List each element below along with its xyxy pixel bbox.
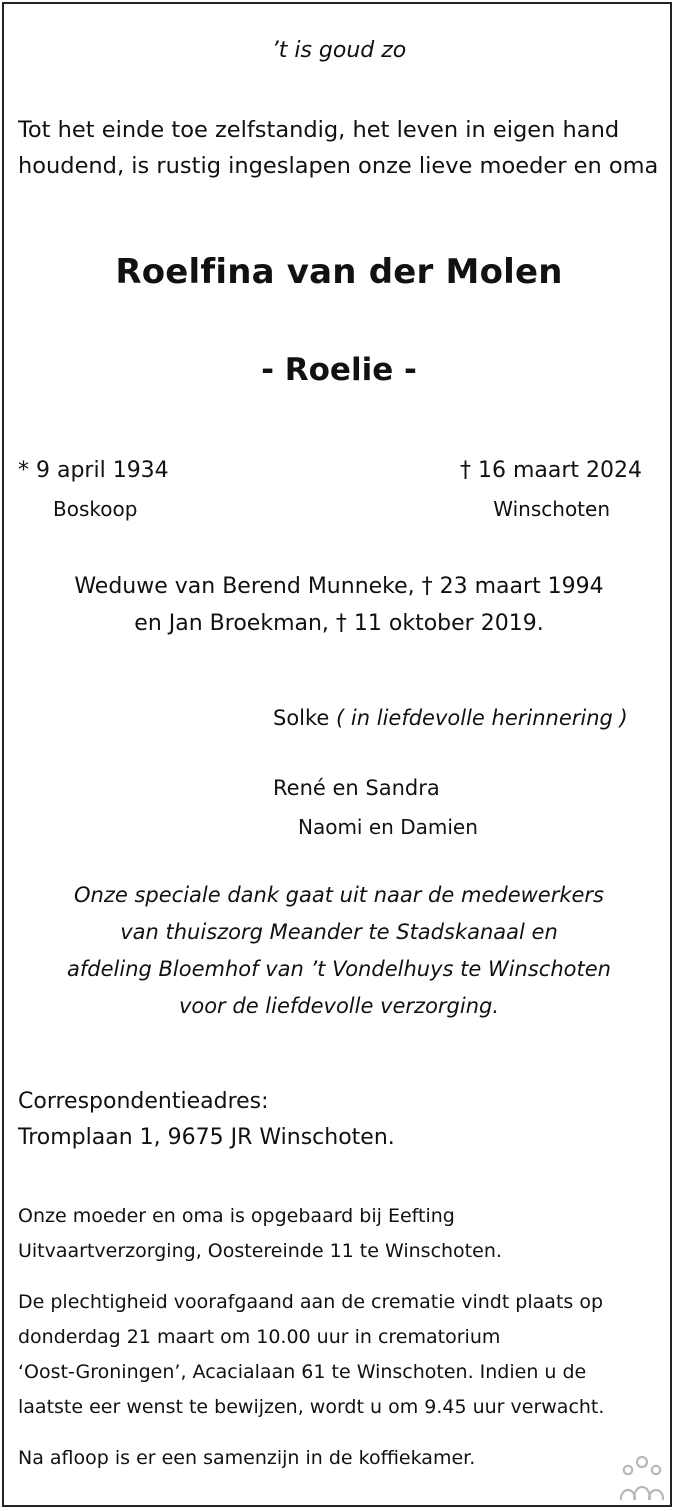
family-member-2-children: Naomi en Damien bbox=[298, 815, 478, 839]
deceased-name: Roelfina van der Molen bbox=[115, 252, 563, 292]
death-place: Winschoten bbox=[493, 497, 610, 521]
info-p2-line-1: De plechtigheid voorafgaand aan de crematie vindt plaats op bbox=[18, 1291, 604, 1313]
widow-line-2: en Jan Broekman, † 11 oktober 2019. bbox=[134, 611, 544, 636]
motto: ’t is goud zo bbox=[271, 38, 407, 63]
intro-line-1: Tot het einde toe zelfstandig, het leven in eigen hand bbox=[18, 117, 620, 143]
info-p3-line-1: Na afloop is er een samenzijn in de koffiekamer. bbox=[18, 1447, 476, 1469]
birth-date: * 9 april 1934 bbox=[18, 458, 169, 483]
family-member-1-note: ( in liefdevolle herinnering ) bbox=[336, 706, 628, 730]
info-p2-line-4: laatste eer wenst te bewijzen, wordt u om 9.45 uur verwacht. bbox=[18, 1396, 605, 1418]
thanks-line-2: van thuiszorg Meander te Stadskanaal en bbox=[120, 920, 558, 944]
correspondence-label: Correspondentieadres: bbox=[18, 1089, 269, 1114]
info-p1-line-2: Uitvaartverzorging, Oostereinde 11 te Winschoten. bbox=[18, 1240, 502, 1262]
widow-line-1: Weduwe van Berend Munneke, † 23 maart 1994 bbox=[74, 574, 604, 599]
death-date: † 16 maart 2024 bbox=[459, 458, 642, 483]
people-group-icon bbox=[617, 1453, 667, 1503]
birth-place: Boskoop bbox=[53, 497, 138, 521]
intro-line-2: houdend, is rustig ingeslapen onze lieve moeder en oma bbox=[18, 153, 659, 179]
info-p2-line-3: ‘Oost-Groningen’, Acacialaan 61 te Winschoten. Indien u de bbox=[18, 1361, 587, 1383]
info-p1-line-1: Onze moeder en oma is opgebaard bij Eefting bbox=[18, 1205, 455, 1227]
family-member-2: René en Sandra bbox=[273, 776, 440, 800]
thanks-line-1: Onze speciale dank gaat uit naar de medewerkers bbox=[74, 883, 604, 907]
family-member-1 bbox=[273, 706, 628, 730]
info-p2-line-2: donderdag 21 maart om 10.00 uur in crematorium bbox=[18, 1326, 501, 1348]
family-member-1-name: Solke bbox=[273, 706, 330, 730]
correspondence-address: Tromplaan 1, 9675 JR Winschoten. bbox=[18, 1125, 395, 1150]
thanks-line-3: afdeling Bloemhof van ’t Vondelhuys te Winschoten bbox=[67, 957, 611, 981]
notice-border bbox=[2, 2, 672, 1507]
deceased-nickname: - Roelie - bbox=[261, 352, 417, 388]
thanks-line-4: voor de liefdevolle verzorging. bbox=[178, 994, 500, 1018]
